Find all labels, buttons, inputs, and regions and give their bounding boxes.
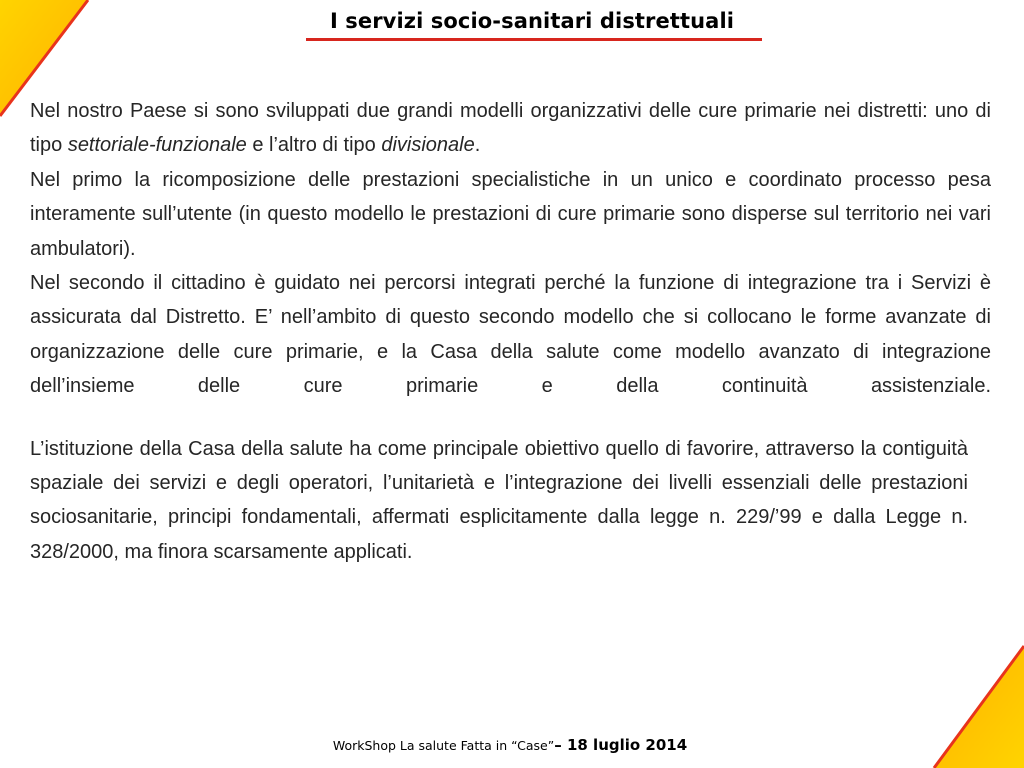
footer-date: – 18 luglio 2014 — [554, 736, 688, 754]
footer-event: WorkShop La salute Fatta in “Case” — [332, 738, 555, 753]
paragraph-models — [30, 94, 991, 163]
title-underline — [306, 38, 762, 41]
term-divisionale: divisionale — [381, 134, 475, 157]
paragraph-first-model: Nel primo la ricomposizione delle prestazioni specialistiche in un unico e coordinato processo pesa interamente sull’utente (in questo modello le prestazioni di cure primarie sono disperse sul territorio nei vari ambulatori). — [30, 168, 991, 260]
footer — [0, 736, 1020, 754]
term-settoriale-funzionale: settoriale-funzionale — [67, 134, 247, 157]
slide-body — [30, 94, 991, 569]
paragraph-second-model: Nel secondo il cittadino è guidato nei percorsi integrati perché la funzione di integrazione tra i Servizi è assicurata dal Distretto. E’ nell’ambito di questo secondo modello che si collocano le forme avanzate di organizzazione delle cure primarie, e la Casa della salute come modello avanzato di integrazione dell’insieme delle cure primarie e della continuità assistenziale. — [30, 272, 991, 398]
paragraph-models-end: . — [474, 134, 481, 157]
paragraph-models-intro: Nel nostro Paese si sono sviluppati due grandi modelli organizzativi delle cure primarie nei distretti: uno di tipo — [30, 100, 991, 157]
slide-title: I servizi socio-sanitari distrettuali — [329, 9, 735, 33]
paragraph-models-mid: e l’altro di tipo — [246, 134, 382, 157]
paragraph-casa-della-salute: L’istituzione della Casa della salute ha come principale obiettivo quello di favorire, attraverso la contiguità spaziale dei servizi e degli operatori, l’unitarietà e l’integrazione dei livelli essenziali delle prestazioni sociosanitarie, principi fondamentali, affermati esplicitamente dalla legge n. 229/’99 e dalla Legge n. 328/2000, ma finora scarsamente applicati. — [30, 437, 968, 563]
